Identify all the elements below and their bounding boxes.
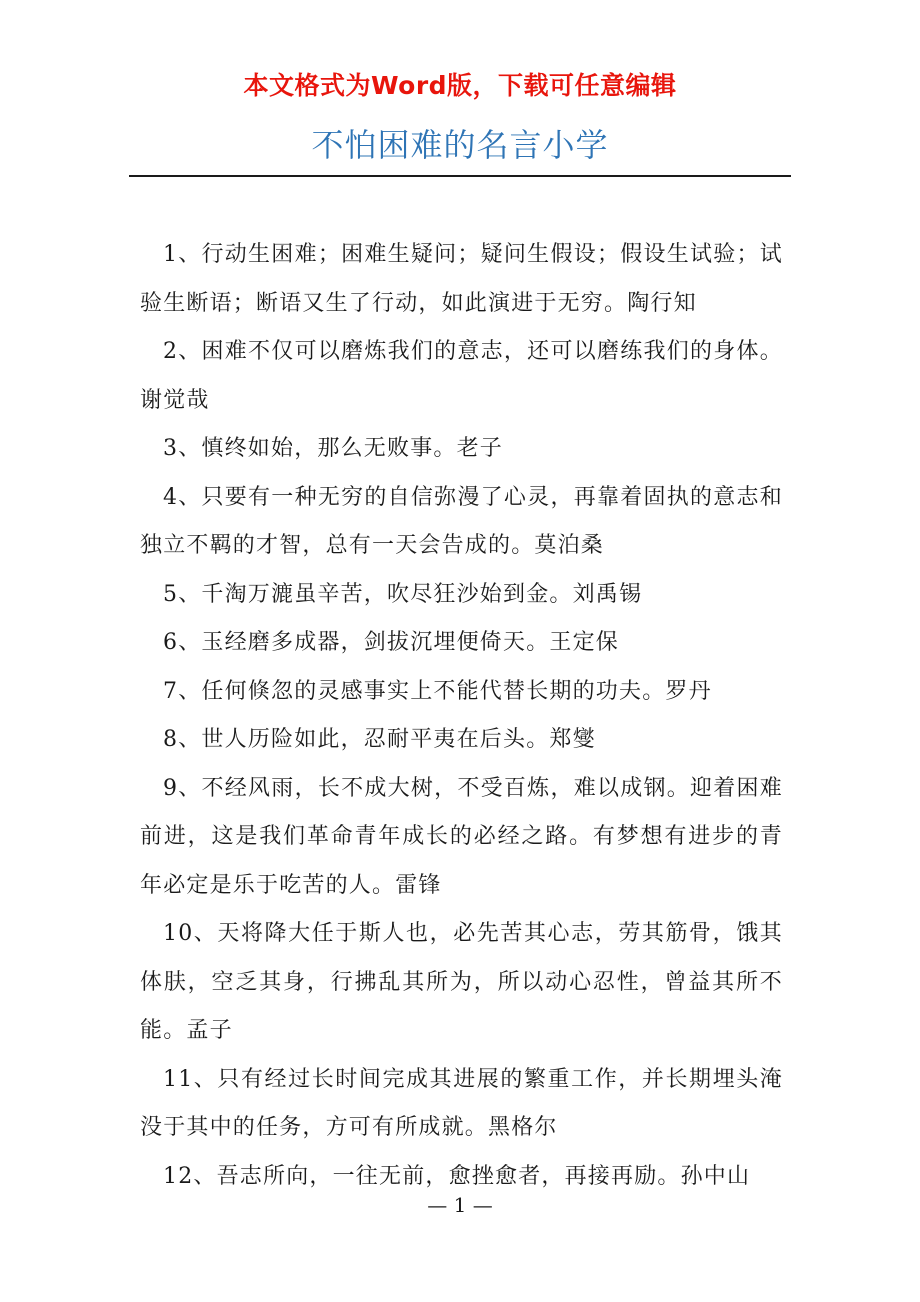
page-title: 不怕困难的名言小学 — [311, 126, 609, 164]
format-notice-banner: 本文格式为Word版，下载可任意编辑 — [243, 71, 677, 100]
quote-item: 5、千淘万漉虽辛苦，吹尽狂沙始到金。刘禹锡 — [163, 581, 643, 607]
title-divider — [129, 175, 791, 177]
quote-item: 12、吾志所向，一往无前，愈挫愈者，再接再励。孙中山 — [163, 1163, 751, 1189]
quote-item: 8、世人历险如此，忍耐平夷在后头。郑燮 — [163, 727, 596, 752]
quote-item: 11、只有经过长时间完成其进展的繁重工作，并长期埋头淹没于其中的任务，方可有所成就。黑格尔 — [140, 1066, 783, 1140]
quote-item: 4、只要有一种无穷的自信弥漫了心灵，再靠着固执的意志和独立不羁的才智，总有一天会告成的。莫泊桑 — [140, 484, 783, 558]
quote-item: 3、慎终如始，那么无败事。老子 — [163, 436, 503, 461]
quote-item: 10、天将降大任于斯人也，必先苦其心志，劳其筋骨，饿其体肤，空乏其身，行拂乱其所为，所以动心忍性，曾益其所不能。孟子 — [140, 921, 783, 1043]
quote-item: 6、玉经磨多成器，剑拔沉埋便倚天。王定保 — [163, 630, 619, 655]
quote-item: 9、不经风雨，长不成大树，不受百炼，难以成钢。迎着困难前进，这是我们革命青年成长的必经之路。有梦想有进步的青年必定是乐于吃苦的人。雷锋 — [140, 775, 783, 898]
quote-item: 1、行动生困难；困难生疑问；疑问生假设；假设生试验；试验生断语；断语又生了行动，如此演进于无穷。陶行知 — [140, 242, 783, 316]
quote-item: 7、任何倏忽的灵感事实上不能代替长期的功夫。罗丹 — [163, 678, 712, 704]
quote-item: 2、困难不仅可以磨炼我们的意志，还可以磨练我们的身体。谢觉哉 — [140, 339, 783, 413]
quote-list — [140, 231, 783, 1201]
page-number: — 1 — — [427, 1193, 493, 1217]
